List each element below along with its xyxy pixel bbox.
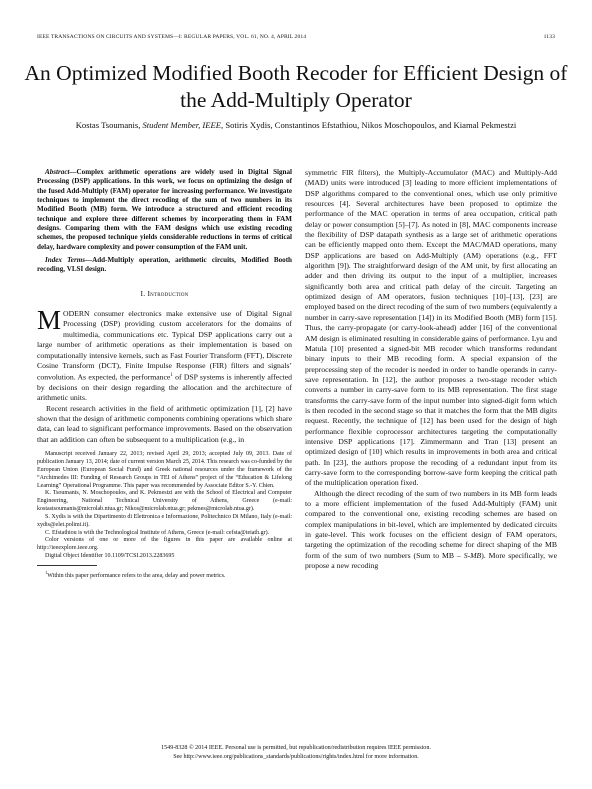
footnote-manuscript: Manuscript received January 22, 2013; revised April 29, 2013; accepted July 09, 2013. Date of publication January 13, 2014; date of current version March 25, 2014. This research was co-funded by the European Union (European Social Fund) and Greek national resources under the framework of the “Archimedes III: Funding of Research Groups in TEI of Athens” project of the “Education & Lifelong Learning” Operational Programme. This paper was recommended by Associate Editor S.-Y. Chien. <box>37 451 292 489</box>
footnote-rule <box>37 565 97 566</box>
footnote-doi: Digital Object Identifier 10.1109/TCSI.2013.2283695 <box>45 553 175 560</box>
journal-name: IEEE TRANSACTIONS ON CIRCUITS AND SYSTEMS—I: REGULAR PAPERS, VOL. 61, NO. 4, APRIL 2014 <box>37 34 307 40</box>
author-first: Kostas Tsoumanis, <box>75 120 141 130</box>
section-title: Introduction <box>147 288 189 298</box>
right-column <box>305 168 557 571</box>
page-number: 1133 <box>543 34 555 40</box>
copyright-line-1: 1549-8328 © 2014 IEEE. Personal use is permitted, but republication/redistribution requires IEEE permission. <box>161 745 431 751</box>
author-first-role: Student Member, IEEE, <box>142 120 224 130</box>
index-terms-text: Add-Multiply operation, arithmetic circuits, Modified Booth recoding, VLSI design. <box>37 256 293 274</box>
intro-p1-text: consumer electronics make extensive use of Digital Signal Processing (DSP) providing custom accelerators for the domains of multimedia, communications etc. Typical DSP applications carry out a large number of arithmetic operations as their implementation is based on computationally intensive kernels, such as Fast Fourier Transform (FFT), Discrete Cosine Transform (DCT), Finite Impulse Response (FIR) filters and signals’ convolution. As expected, the performance <box>37 309 292 382</box>
abstract <box>37 168 292 252</box>
section-number: I. <box>140 288 146 298</box>
abstract-text: Complex arithmetic operations are widely used in Digital Signal Processing (DSP) applications. In this work, we focus on optimizing the design of the fused Add-Multiply (FAM) operator for increasing performance. We investigate techniques to implement the direct recoding of the sum of two numbers in its Modified Booth (MB) form. We introduce a structured and efficient recoding technique and explore three different schemes by incorporating them in FAM designs. Comparing them with the FAM designs which use existing recoding schemes, the proposed technique yields considerable reductions in terms of critical delay, hardware complexity and power consumption of the FAM unit. <box>37 168 292 251</box>
index-terms-label: Index Terms— <box>45 256 93 265</box>
paper-title: An Optimized Modified Booth Recoder for Efficient Design of the Add-Multiply Operator <box>24 61 568 112</box>
copyright-line-2: See http://www.ieee.org/publications_standards/publications/rights/index.html for more information. <box>173 754 419 760</box>
footnote-performance <box>37 569 292 581</box>
footnotes <box>37 451 292 581</box>
author-list <box>40 120 552 131</box>
section-heading <box>37 289 292 299</box>
abstract-label: Abstract— <box>45 168 77 176</box>
copyright-footer <box>37 744 555 762</box>
right-p2-text: Although the direct recoding of the sum of two numbers in its MB form leads to a more efficient implementation of the fused Add-Multiply (FAM) unit compared to the conventional one, existing recoding schemes are based on complex manipulations in bit-level, which are implemented by dedicated circuits in gate-level. This work focuses on the efficient design of FAM operators, targeting the optimization of the recoding scheme for direct shaping of the MB form of the sum of two numbers (Sum to MB – <box>305 488 557 560</box>
footnote-affiliation-1: K. Tsoumanis, N. Moschopoulos, and K. Pekmestzi are with the School of Electrical and Computer Engineering, National Technical University of Athens, Greece (e-mail: kostastsoumanis@microlab.ntua.gr; Nikos@microlab.ntua.gr; pekmes@microlab.ntua.gr). <box>37 490 292 513</box>
intro-paragraph-1 <box>37 305 292 404</box>
right-paragraph-2 <box>305 489 557 572</box>
footnote-performance-marker: 1 <box>45 569 48 575</box>
index-terms <box>37 256 292 275</box>
footnote-affiliation-2: S. Xydis is with the Dipartimento di Elettronica e Informazione, Politechnico Di Milano, Italy (e-mail: xydis@elet.polimi.it). <box>37 513 292 528</box>
right-p2-italic: S-MB <box>463 550 482 560</box>
footnote-affiliation-3: C. Efstathiou is with the Technological Institute of Athens, Greece (e-mail: cefsta@teiath.gr). <box>45 529 270 536</box>
footnote-color: Color versions of one or more of the figures in this paper are available online at http://ieeexplore.ieee.org. <box>37 537 292 552</box>
intro-p1-end: of DSP systems is inherently affected by decisions on their design regarding the allocation and the architecture of arithmetic units. <box>37 372 292 403</box>
left-column <box>37 168 292 581</box>
right-paragraph-1: symmetric FIR filters), the Multiply-Accumulator (MAC) and Multiply-Add (MAD) units were introduced [3] leading to more efficient implementations of DSP algorithms compared to the conventional ones, which use only primitive resources [4]. Several architectures have been proposed to optimize the performance of the MAC operation in terms of area occupation, critical path delay or power consumption [5]–[7]. As noted in [8], MAC components increase the flexibility of DSP datapath synthesis as a large set of arithmetic operations can be efficiently mapped onto them. Except the MAC/MAD operations, many DSP applications are based on Add-Multiply (AM) operations (e.g., FFT algorithm [9]). The straightforward design of the AM unit, by first allocating an adder and then driving its output to the input of a multiplier, increases significantly both area and critical path delay of the circuit. Targeting an optimized design of AM operators, fusion techniques [10]–[13], [23] are employed based on the direct recoding of the sum of two numbers (equivalently a number in carry-save representation [14]) in its Modified Booth (MB) form [15]. Thus, the carry-propagate (or carry-look-ahead) adder [16] of the conventional AM design is eliminated resulting in considerable gains of performance. Lyu and Matula [10] presented a signed-bit MB recoder which transforms redundant binary inputs to their MB recoding form. A special expansion of the preprocessing step of the recoder is needed in order to handle operands in carry-save representation. In [12], the author proposes a two-stage recoder which converts a number in carry-save form to its MB representation. The first stage transforms the carry-save form of the input number into signed-digit form which is then recoded in the second stage so that it matches the form that the MB digits request. Recently, the technique of [12] has been used for the design of high performance flexible coprocessor architectures targeting the computationally intensive DSP applications [17]. Zimmermann and Tran [13] present an optimized design of [10] which results in improvements in both area and critical path. In [23], the authors propose the recoding of a redundant input from its carry-save form to the corresponding borrow-save form keeping the critical path of the multiplication operation fixed. <box>305 168 557 488</box>
footnote-performance-text: Within this paper performance refers to the area, delay and power metrics. <box>47 572 226 579</box>
right-p2-end: ). More specifically, we propose a new recoding <box>305 550 557 571</box>
author-others: Sotiris Xydis, Constantinos Efstathiou, Nikos Moschopoulos, and Kiamal Pekmestzi <box>225 120 517 130</box>
intro-paragraph-2: Recent research activities in the field of arithmetic optimization [1], [2] have shown that the design of arithmetic components combining operations which share data, can lead to significant performance improvements. Based on the observation that an addition can often be subsequent to a multiplication (e.g., in <box>37 403 292 444</box>
intro-first-word: ODERN <box>63 309 90 319</box>
footnote-marker: 1 <box>170 373 173 379</box>
running-header <box>37 34 555 40</box>
drop-cap: M <box>37 305 62 336</box>
